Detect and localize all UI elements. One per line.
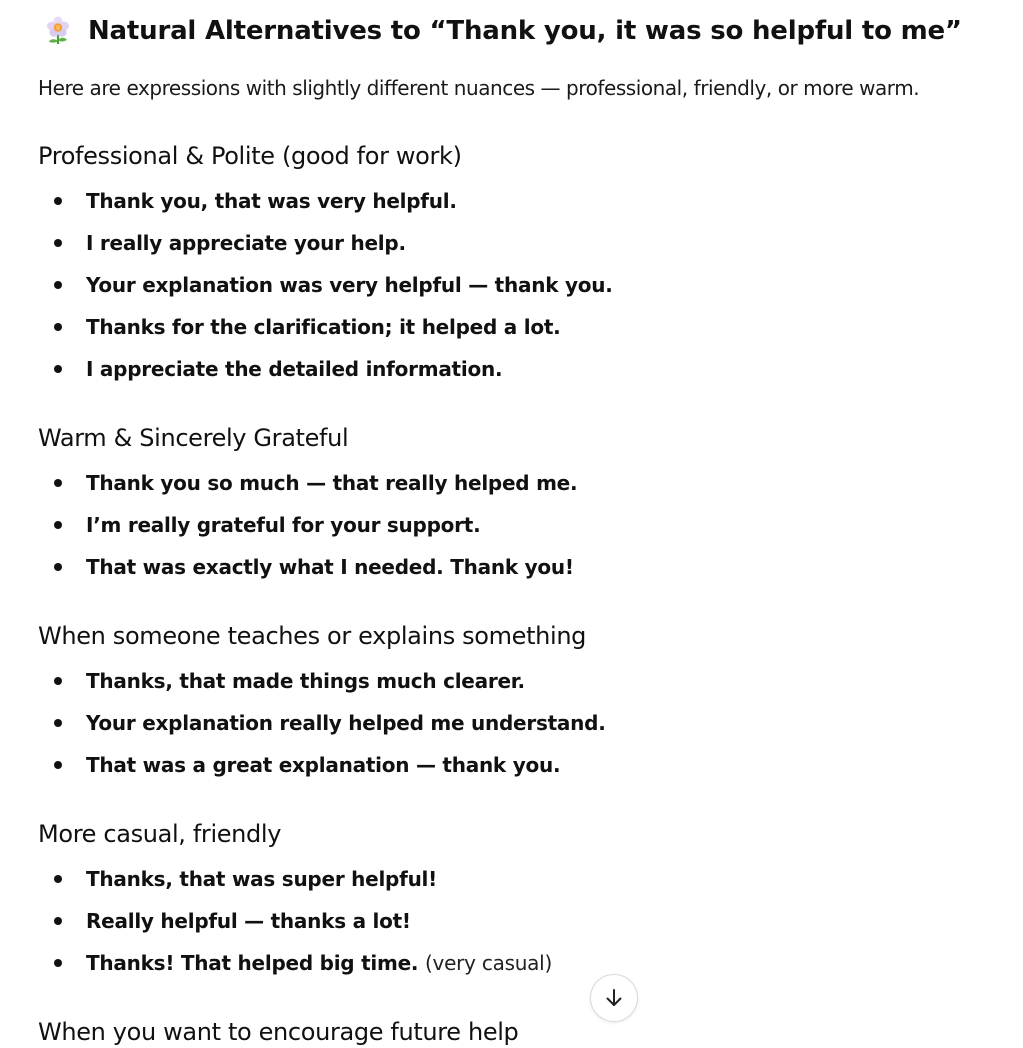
section-casual bbox=[38, 818, 1013, 990]
bullet-icon bbox=[54, 239, 62, 247]
list-item bbox=[38, 948, 1013, 990]
bullet-icon bbox=[54, 197, 62, 205]
phrase-text: I really appreciate your help. bbox=[86, 231, 406, 255]
bullet-icon bbox=[54, 677, 62, 685]
phrase-text: Thanks! That helped big time. bbox=[86, 951, 419, 975]
arrow-down-icon bbox=[603, 987, 625, 1009]
list-item bbox=[38, 750, 1013, 792]
list-item bbox=[38, 186, 1013, 228]
bullet-icon bbox=[54, 521, 62, 529]
flower-icon bbox=[44, 16, 72, 46]
section-professional bbox=[38, 140, 1013, 396]
section-heading: When someone teaches or explains something bbox=[38, 622, 587, 650]
bullet-icon bbox=[54, 959, 62, 967]
phrase-text: Thank you, that was very helpful. bbox=[86, 189, 457, 213]
section-warm bbox=[38, 422, 1013, 594]
section-encourage bbox=[38, 1016, 1013, 1048]
phrase-text: Thanks, that was super helpful! bbox=[86, 867, 438, 891]
list-item bbox=[38, 906, 1013, 948]
section-teaching bbox=[38, 620, 1013, 792]
section-heading: Warm & Sincerely Grateful bbox=[38, 424, 349, 452]
phrase-list bbox=[38, 666, 1013, 792]
phrase-text: I’m really grateful for your support. bbox=[86, 513, 481, 537]
phrase-text: Thanks, that made things much clearer. bbox=[86, 669, 525, 693]
scroll-to-bottom-button[interactable] bbox=[590, 974, 638, 1022]
bullet-icon bbox=[54, 563, 62, 571]
phrase-text: That was exactly what I needed. Thank you! bbox=[86, 555, 574, 579]
bullet-icon bbox=[54, 917, 62, 925]
section-heading: When you want to encourage future help bbox=[38, 1018, 519, 1046]
response-title-row bbox=[44, 16, 962, 46]
list-item bbox=[38, 666, 1013, 708]
list-item bbox=[38, 270, 1013, 312]
phrase-text: That was a great explanation — thank you. bbox=[86, 753, 561, 777]
intro-text: Here are expressions with slightly different nuances — professional, friendly, or more warm. bbox=[38, 76, 920, 100]
bullet-icon bbox=[54, 479, 62, 487]
list-item bbox=[38, 708, 1013, 750]
phrase-list bbox=[38, 864, 1013, 990]
bullet-icon bbox=[54, 875, 62, 883]
list-item bbox=[38, 228, 1013, 270]
list-item bbox=[38, 312, 1013, 354]
section-heading: More casual, friendly bbox=[38, 820, 282, 848]
page-title: Natural Alternatives to “Thank you, it was so helpful to me” bbox=[88, 16, 962, 46]
list-item bbox=[38, 510, 1013, 552]
phrase-text: Really helpful — thanks a lot! bbox=[86, 909, 411, 933]
phrase-note: (very casual) bbox=[424, 951, 553, 975]
phrase-text: I appreciate the detailed information. bbox=[86, 357, 503, 381]
list-item bbox=[38, 864, 1013, 906]
bullet-icon bbox=[54, 761, 62, 769]
phrase-text: Thanks for the clarification; it helped a lot. bbox=[86, 315, 561, 339]
list-item bbox=[38, 552, 1013, 594]
phrase-list bbox=[38, 186, 1013, 396]
bullet-icon bbox=[54, 719, 62, 727]
bullet-icon bbox=[54, 365, 62, 373]
list-item bbox=[38, 354, 1013, 396]
phrase-text: Your explanation was very helpful — thank you. bbox=[86, 273, 613, 297]
list-item bbox=[38, 468, 1013, 510]
phrase-text: Thank you so much — that really helped me. bbox=[86, 471, 578, 495]
section-heading: Professional & Polite (good for work) bbox=[38, 142, 462, 170]
phrase-list bbox=[38, 468, 1013, 594]
phrase-text: Your explanation really helped me understand. bbox=[86, 711, 606, 735]
bullet-icon bbox=[54, 323, 62, 331]
bullet-icon bbox=[54, 281, 62, 289]
